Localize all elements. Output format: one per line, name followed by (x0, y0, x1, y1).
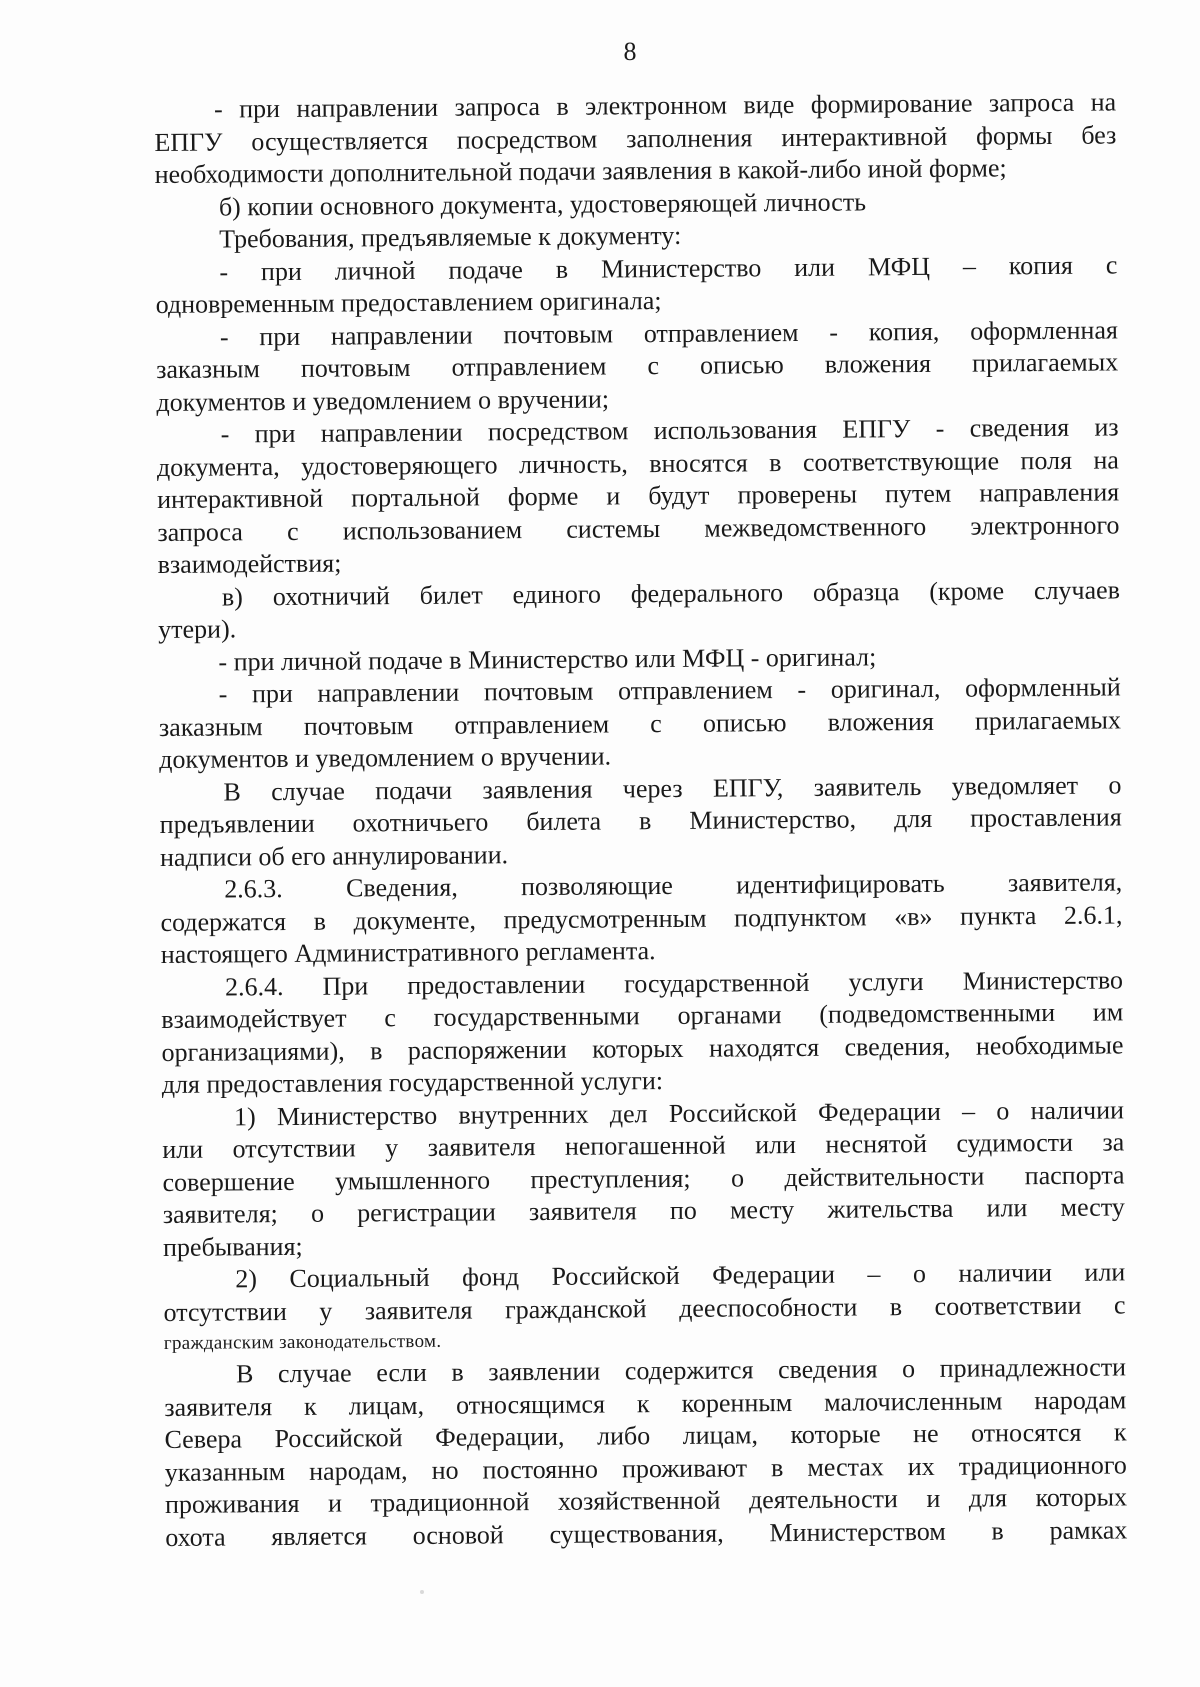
text-line: 2.6.4. При предоставлении государственной услуги Министерство (224, 964, 1124, 1001)
text-line: предъявлении охотничьего билета в Министерство, для проставления (159, 802, 1122, 839)
text-line: пребывания; (162, 1231, 303, 1262)
paragraph-hunting-ticket (158, 574, 1120, 647)
scan-speck (420, 1590, 424, 1594)
paragraph-postal-original (159, 671, 1122, 776)
text-line: - при направлении почтовым отправлением - оригинал, оформленный (218, 672, 1121, 709)
text-line: заказным почтовым отправлением с описью вложения прилагаемых (156, 347, 1119, 384)
text-line: содержатся в документе, предусмотренным подпунктом «в» пункта 2.6.1, (160, 899, 1123, 937)
text-line: совершение умышленного преступления; о действительности паспорта (162, 1159, 1125, 1197)
text-line: утери). (158, 614, 237, 644)
text-line: - при личной подаче в Министерство или МФЦ – копия с (219, 249, 1118, 286)
paragraph-epgu-notification (159, 769, 1122, 874)
text-line: заявителя; о регистрации заявителя по месту жительства или месту (162, 1192, 1125, 1229)
paragraph-personal-submission (155, 249, 1117, 322)
text-line: надписи об его аннулировании. (159, 839, 509, 872)
text-line: - при направлении посредством использования ЕПГУ - сведения из (220, 412, 1119, 449)
paragraph-indigenous-peoples (164, 1351, 1128, 1554)
paragraph-2-6-4 (161, 964, 1124, 1102)
text-line: 2) Социальный фонд Российской Федерации – о наличии или (235, 1257, 1126, 1294)
text-line: - при направлении почтовым отправлением - копия, оформленная (219, 314, 1118, 351)
paragraph-2-6-3 (160, 866, 1123, 971)
paragraph-postal-copy (156, 314, 1119, 419)
text-line: В случае подачи заявления через ЕПГУ, заявитель уведомляет о (223, 769, 1122, 806)
text-line: указанным народам, но постоянно проживают в местах их традиционного (164, 1449, 1127, 1487)
text-line: заявителя к лицам, относящимся к коренным малочисленным народам (164, 1384, 1127, 1422)
text-line: проживания и традиционной хозяйственной деятельности и для которых (164, 1482, 1128, 1519)
text-line: настоящего Административного регламента. (160, 936, 656, 969)
text-line: заказным почтовым отправлением с описью вложения прилагаемых (158, 704, 1122, 742)
text-line: документов и уведомлением о вручении; (156, 383, 610, 417)
text-line: Требования, предъявляемые к документу: (219, 220, 682, 254)
text-line: для предоставления государственной услуги: (161, 1066, 664, 1099)
text-line: взаимодействия; (157, 548, 342, 579)
text-line: - при личной подаче в Министерство или МФЦ - оригинал; (218, 641, 877, 677)
text-line: ЕПГУ осуществляется посредством заполнения интерактивной формы без (154, 119, 1117, 157)
text-line: или отсутствии у заявителя непогашенной или неснятой судимости за (162, 1127, 1125, 1164)
text-line: организациями), в распоряжении которых находятся сведения, необходимые (161, 1029, 1124, 1067)
paragraph-social-fund (163, 1256, 1125, 1329)
page-number: 8 (623, 37, 637, 66)
text-line: документа, удостоверяющего личность, вносятся в соответствующие поля на (156, 444, 1120, 482)
text-line: необходимости дополнительной подачи заявления в какой-либо иной форме; (154, 153, 1007, 189)
text-line: - при направлении запроса в электронном виде формирование запроса на (214, 87, 1117, 124)
text-line: гражданским законодательством. (163, 1330, 442, 1354)
text-line: документов и уведомлением о вручении. (159, 741, 612, 774)
text-line: запроса с использованием системы межведомственного электронного (157, 509, 1120, 547)
text-line: одновременным предоставлением оригинала; (155, 286, 662, 319)
text-line: в) охотничий билет единого федерального образца (кроме случаев (221, 574, 1121, 611)
text-line: интерактивной портальной форме и будут проверены путем направления (157, 477, 1120, 514)
text-line: В случае если в заявлении содержится сведения о принадлежности (235, 1352, 1127, 1389)
document-body (154, 86, 1127, 1554)
text-line: 2.6.3. Сведения, позволяющие идентифицировать заявителя, (224, 867, 1123, 904)
text-line: 1) Министерство внутренних дел Российской Федерации – о наличии (233, 1094, 1125, 1131)
text-line: б) копии основного документа, удостоверяющей личность (218, 186, 867, 221)
text-line: охота является основой существования, Министерством в рамках (165, 1514, 1128, 1552)
paragraph-epgu-identity (157, 411, 1120, 581)
paragraph-electronic-request (154, 86, 1117, 191)
text-line: Севера Российской Федерации, либо лицам, которые не относятся к (164, 1417, 1127, 1454)
text-line: взаимодействует с государственными органами (подведомственными им (161, 997, 1124, 1034)
text-line: отсутствии у заявителя гражданской дееспособности в соответствии с (163, 1289, 1126, 1327)
paragraph-interior-ministry (162, 1094, 1125, 1264)
